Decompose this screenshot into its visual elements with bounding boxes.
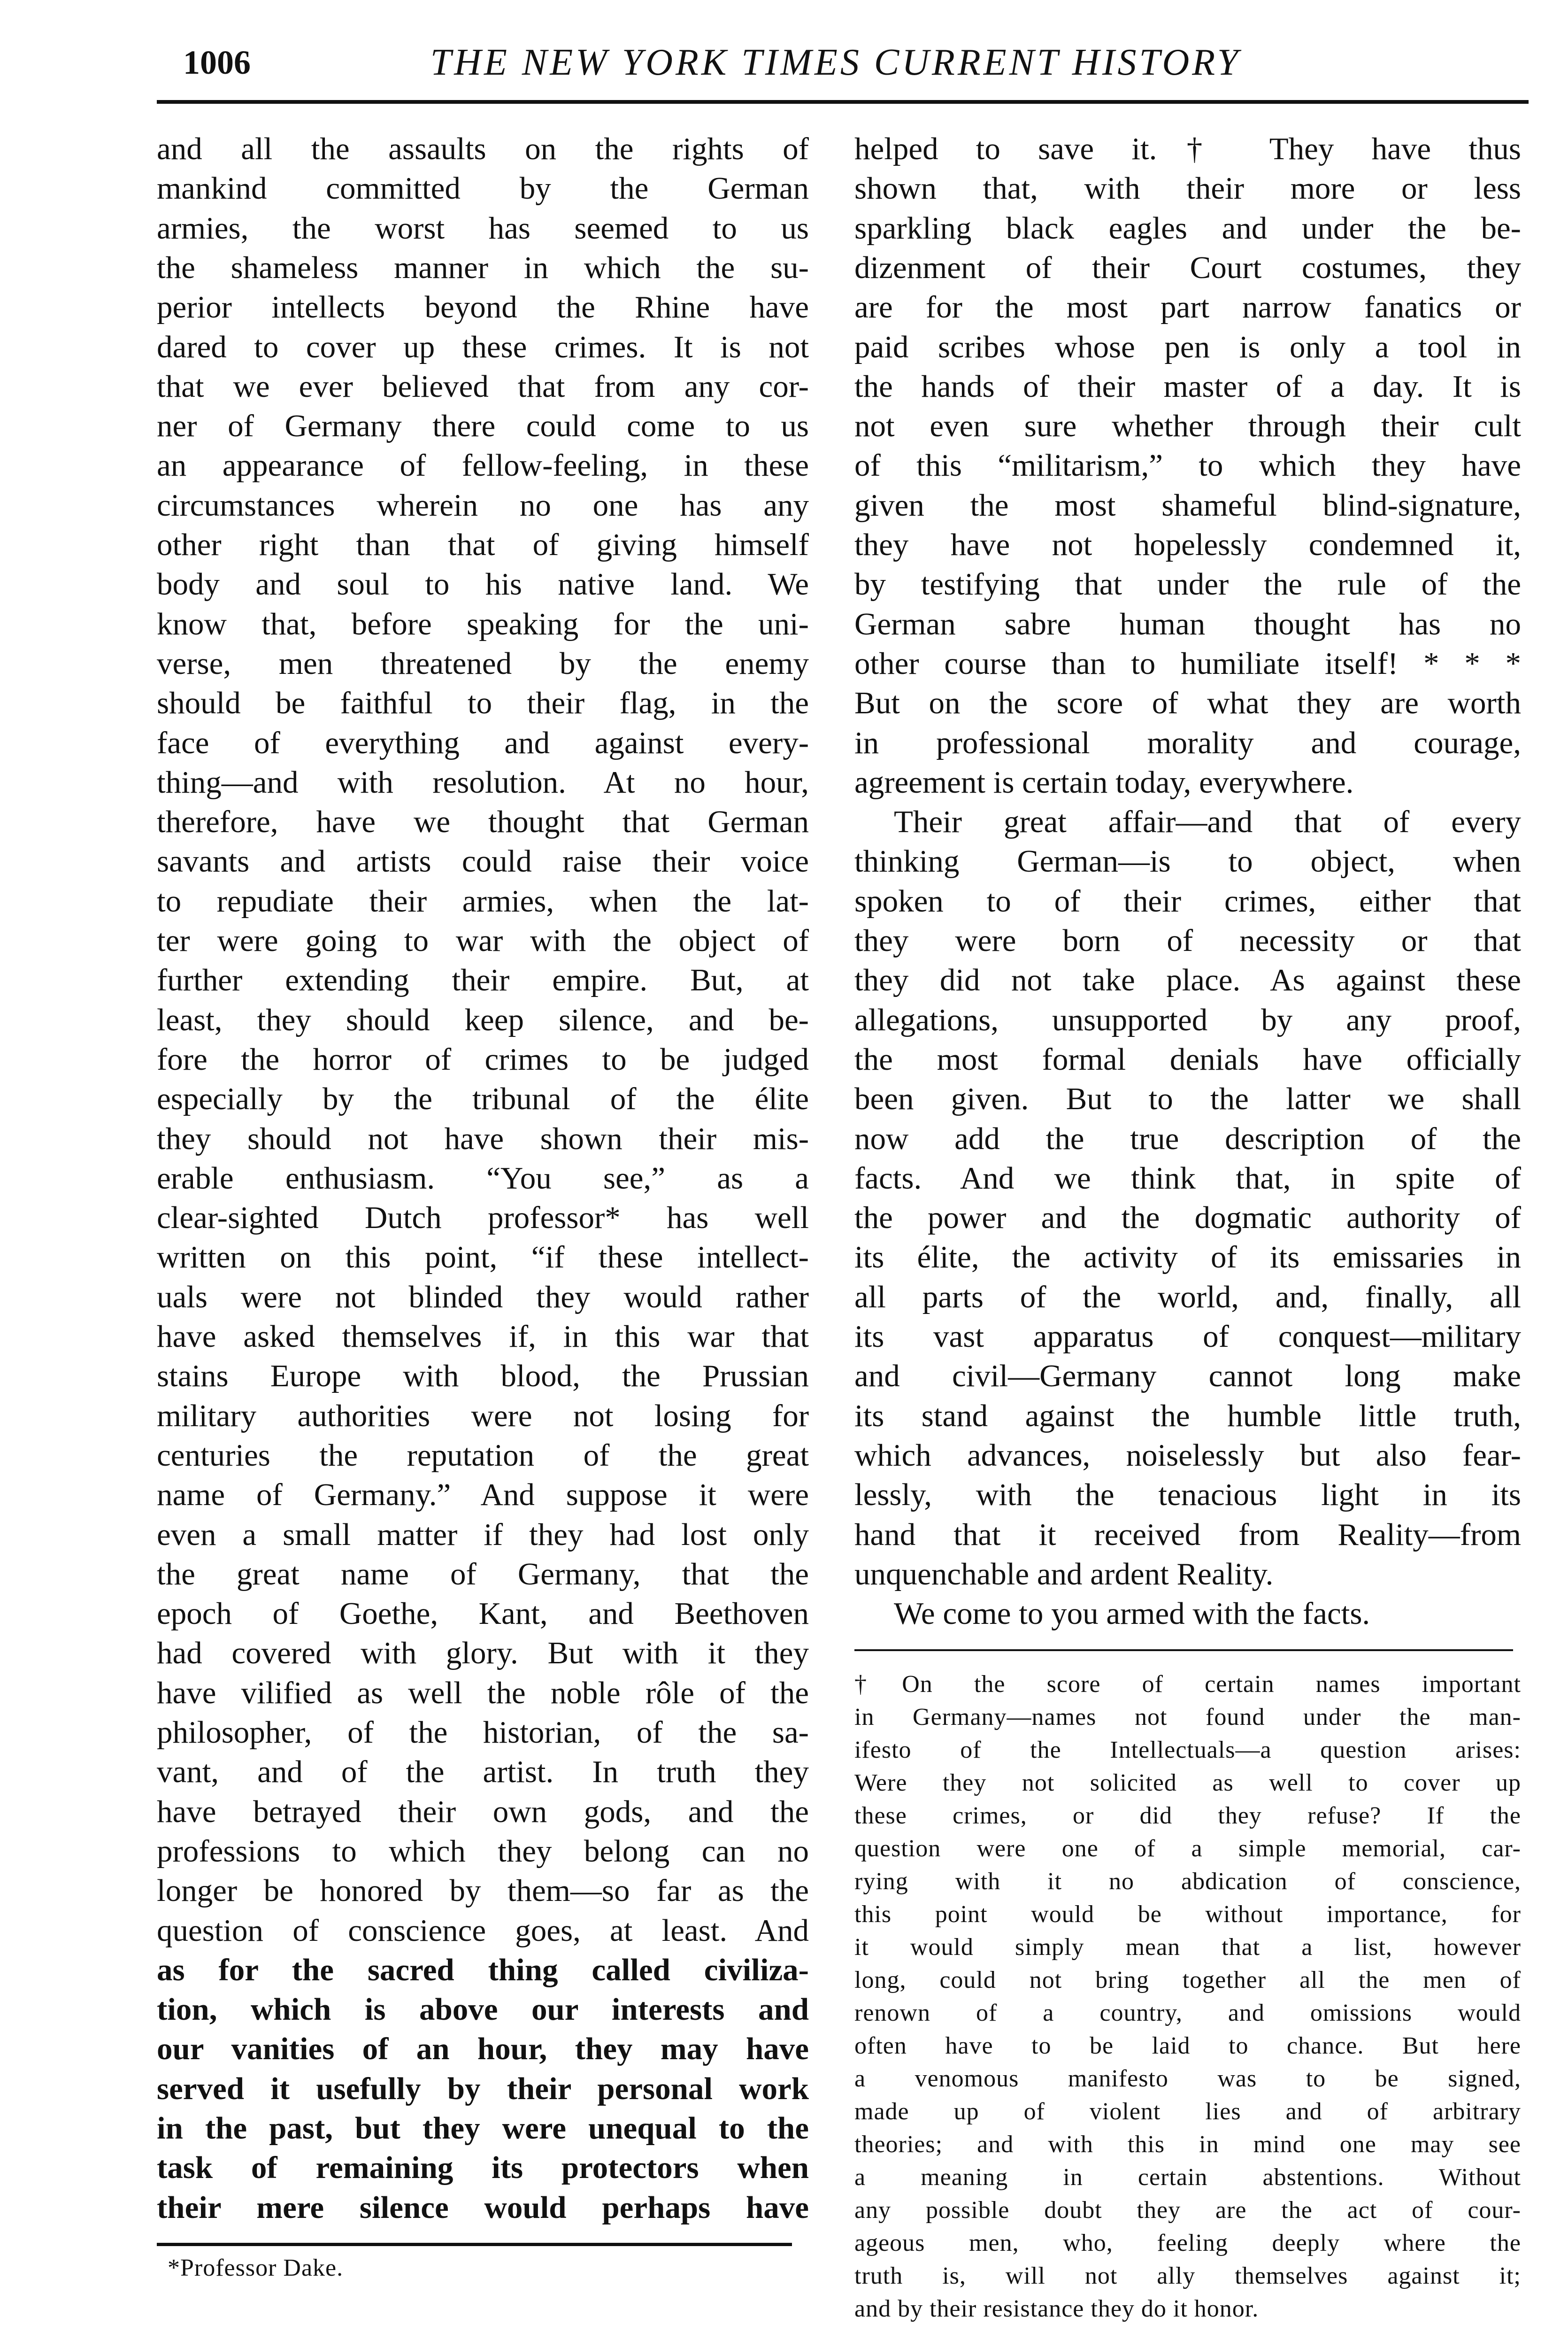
footnote-line: any possible doubt they are the act of cour- [854,2197,1521,2224]
footnote-line: a meaning in certain abstentions. Without [854,2164,1521,2191]
text-line: vant, and of the artist. In truth they [157,1754,809,1790]
footnote-line: renown of a country, and omissions would [854,2000,1521,2026]
text-line: unquenchable and ardent Reality. [854,1556,1274,1591]
text-line: perior intellects beyond the Rhine have [157,290,809,325]
text-line: they should not have shown their mis- [157,1121,809,1156]
text-line: sparkling black eagles and under the be- [854,210,1521,246]
text-line: the power and the dogmatic authority of [854,1200,1521,1236]
footnote-line: it would simply mean that a list, however [854,1934,1521,1961]
text-line: uals were not blinded they would rather [157,1279,809,1314]
text-line: in the past, but they were unequal to the [157,2111,809,2146]
text-line: least, they should keep silence, and be- [157,1002,809,1037]
text-line: of this “militarism,” to which they have [854,448,1521,483]
text-line: and civil—Germany cannot long make [854,1359,1521,1394]
left-footnote-rule [157,2243,792,2246]
text-line: other course than to humiliate itself! * * * [854,646,1521,681]
text-line: as for the sacred thing called civiliza- [157,1952,809,1987]
text-line: We come to you armed with the facts. [894,1596,1370,1631]
text-line: which advances, noiselessly but also fear- [854,1437,1521,1473]
text-line: mankind committed by the German [157,171,809,206]
text-line: But on the score of what they are worth [854,686,1521,721]
text-line: allegations, unsupported by any proof, [854,1002,1521,1037]
text-line: given the most shameful blind-signature, [854,487,1521,523]
text-line: agreement is certain today, everywhere. [854,765,1354,800]
footnote-line: theories; and with this in mind one may see [854,2131,1521,2158]
text-line: even a small matter if they had lost only [157,1517,809,1552]
text-line: professions to which they belong can no [157,1833,809,1869]
text-line: the shameless manner in which the su- [157,250,809,285]
text-line: the great name of Germany, that the [157,1556,809,1591]
text-line: shown that, with their more or less [854,171,1521,206]
footnote-line: in Germany—names not found under the man- [854,1704,1521,1730]
text-line: been given. But to the latter we shall [854,1081,1521,1117]
text-line: armies, the worst has seemed to us [157,210,809,246]
text-line: their mere silence would perhaps have [157,2190,809,2225]
text-line: face of everything and against every- [157,725,809,760]
text-line: military authorities were not losing for [157,1398,809,1433]
footnote-line: made up of violent lies and of arbitrary [854,2098,1521,2125]
text-line: have betrayed their own gods, and the [157,1794,809,1829]
text-line: they have not hopelessly condemned it, [854,527,1521,562]
text-line: now add the true description of the [854,1121,1521,1156]
text-line: the most formal denials have officially [854,1042,1521,1077]
text-line: German sabre human thought has no [854,606,1521,641]
text-line: circumstances wherein no one has any [157,487,809,523]
footnote-line: rying with it no abdication of conscience, [854,1868,1521,1895]
text-line: facts. And we think that, in spite of [854,1160,1521,1196]
text-line: and all the assaults on the rights of [157,131,809,166]
text-line: its stand against the humble little truth, [854,1398,1521,1433]
text-line: dizenment of their Court costumes, they [854,250,1521,285]
text-line: therefore, have we thought that German [157,804,809,840]
footnote-line: this point would be without importance, for [854,1901,1521,1928]
text-line: body and soul to his native land. We [157,567,809,602]
text-line: epoch of Goethe, Kant, and Beethoven [157,1596,809,1631]
text-line: centuries the reputation of the great [157,1437,809,1473]
text-line: should be faithful to their flag, in the [157,686,809,721]
text-line: tion, which is above our interests and [157,1992,809,2027]
text-line: philosopher, of the historian, of the sa- [157,1715,809,1750]
right-footnote-rule [854,1649,1513,1651]
text-line: by testifying that under the rule of the [854,567,1521,602]
text-line: served it usefully by their personal work [157,2071,809,2106]
text-line: fore the horror of crimes to be judged [157,1042,809,1077]
text-line: verse, men threatened by the enemy [157,646,809,681]
footnote-line: ageous men, who, feeling deeply where the [854,2230,1521,2256]
text-line: question of conscience goes, at least. And [157,1913,809,1948]
text-line: paid scribes whose pen is only a tool in [854,329,1521,364]
text-line: hand that it received from Reality—from [854,1517,1521,1552]
running-title: THE NEW YORK TIMES CURRENT HISTORY [430,42,1241,83]
footnote-professor-dake: *Professor Dake. [168,2255,344,2281]
text-line: dared to cover up these crimes. It is not [157,329,809,364]
text-line: task of remaining its protectors when [157,2150,809,2186]
footnote-line: question were one of a simple memorial, car- [854,1835,1521,1862]
text-line: they did not take place. As against these [854,963,1521,998]
text-line: to repudiate their armies, when the lat- [157,883,809,919]
text-line: Their great affair—and that of every [894,804,1521,840]
text-line: spoken to of their crimes, either that [854,883,1521,919]
text-line: in professional morality and courage, [854,725,1521,760]
footnote-line: Were they not solicited as well to cover up [854,1769,1521,1796]
text-line: other right than that of giving himself [157,527,809,562]
page-number: 1006 [183,44,251,81]
text-line: lessly, with the tenacious light in its [854,1477,1521,1513]
text-line: name of Germany.” And suppose it were [157,1477,809,1513]
footnote-line: †On the score of certain names important [854,1671,1521,1698]
footnote-line: and by their resistance they do it honor. [854,2295,1259,2322]
footnote-line: often have to be laid to chance. But here [854,2032,1521,2059]
text-line: written on this point, “if these intellect- [157,1240,809,1275]
text-line: know that, before speaking for the uni- [157,606,809,641]
footnote-line: ifesto of the Intellectuals—a question arises: [854,1737,1521,1763]
text-line: erable enthusiasm. “You see,” as a [157,1160,809,1196]
text-line: longer be honored by them—so far as the [157,1873,809,1908]
footnote-line: long, could not bring together all the men of [854,1967,1521,1993]
text-line: that we ever believed that from any cor- [157,369,809,404]
text-line: not even sure whether through their cult [854,409,1521,444]
text-line: further extending their empire. But, at [157,963,809,998]
text-line: they were born of necessity or that [854,923,1521,958]
text-line: ter were going to war with the object of [157,923,809,958]
text-line: all parts of the world, and, finally, all [854,1279,1521,1314]
header-rule [157,100,1529,104]
footnote-line: a venomous manifesto was to be signed, [854,2065,1521,2092]
text-line: thing—and with resolution. At no hour, [157,765,809,800]
text-line: had covered with glory. But with it they [157,1636,809,1671]
text-line: helped to save it.† They have thus [854,131,1521,166]
text-line: have asked themselves if, in this war that [157,1319,809,1354]
text-line: clear-sighted Dutch professor* has well [157,1200,809,1236]
text-line: are for the most part narrow fanatics or [854,290,1521,325]
text-line: savants and artists could raise their voice [157,844,809,879]
text-line: thinking German—is to object, when [854,844,1521,879]
text-line: the hands of their master of a day. It is [854,369,1521,404]
text-line: our vanities of an hour, they may have [157,2031,809,2067]
text-line: have vilified as well the noble rôle of the [157,1675,809,1710]
text-line: its élite, the activity of its emissaries in [854,1240,1521,1275]
text-line: an appearance of fellow-feeling, in these [157,448,809,483]
footnote-line: these crimes, or did they refuse? If the [854,1802,1521,1829]
text-line: especially by the tribunal of the élite [157,1081,809,1117]
footnote-line: truth is, will not ally themselves against it; [854,2263,1521,2289]
text-line: ner of Germany there could come to us [157,409,809,444]
text-line: its vast apparatus of conquest—military [854,1319,1521,1354]
text-line: stains Europe with blood, the Prussian [157,1359,809,1394]
